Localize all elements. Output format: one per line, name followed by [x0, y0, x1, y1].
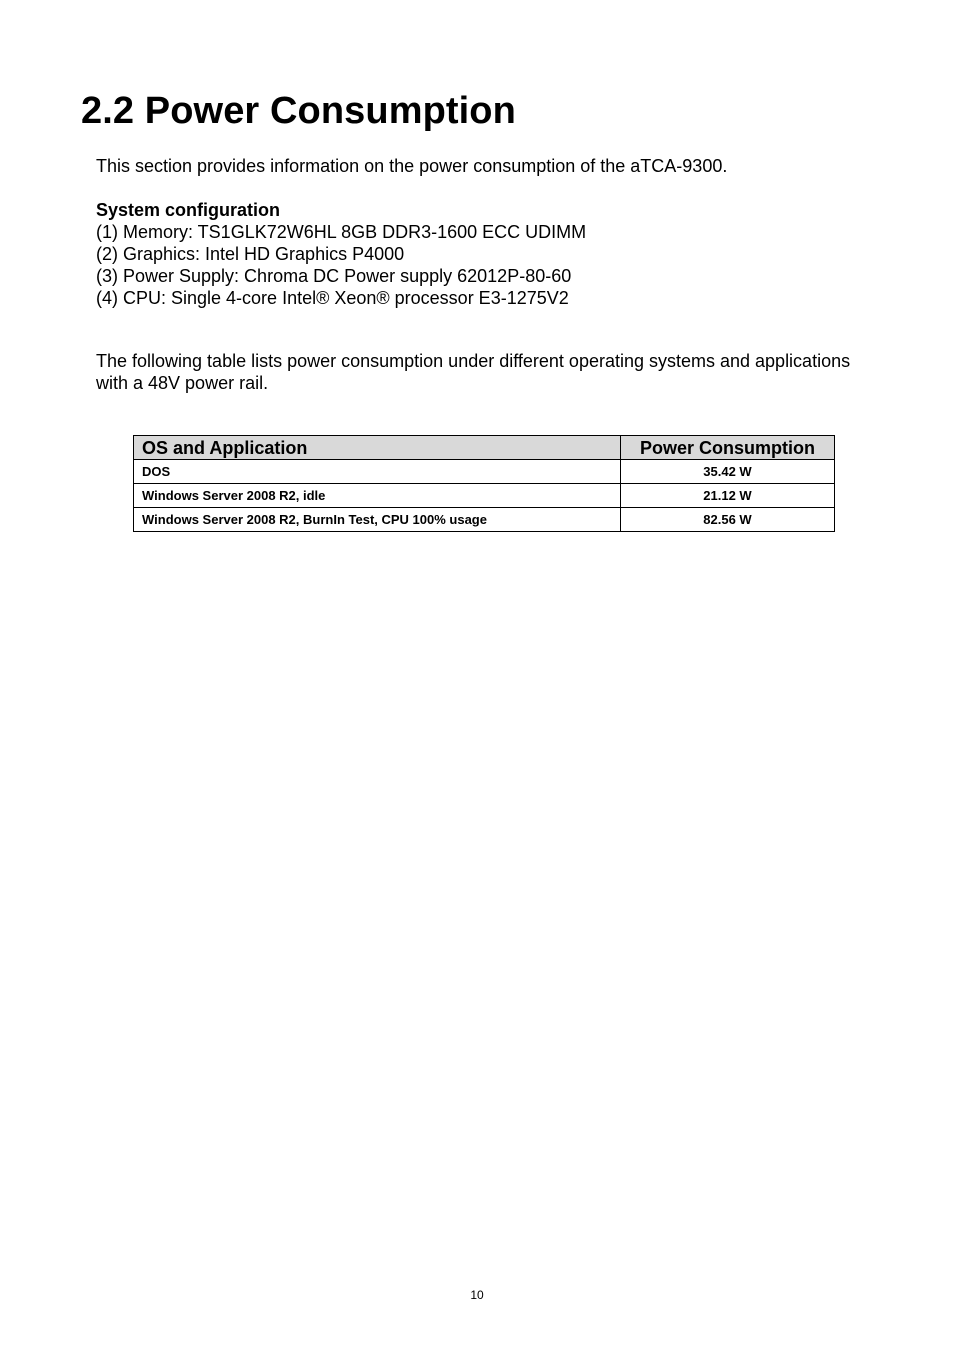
power-consumption-cell: 82.56 W	[621, 508, 835, 532]
intro-paragraph: This section provides information on the power consumption of the aTCA-9300.	[96, 156, 728, 176]
table-row	[134, 460, 835, 484]
system-configuration	[96, 199, 586, 309]
table-header-row	[134, 436, 835, 460]
page-number: 10	[470, 1288, 484, 1302]
config-item-memory: (1) Memory: TS1GLK72W6HL 8GB DDR3-1600 ECC UDIMM	[96, 222, 587, 242]
power-consumption-cell: 35.42 W	[621, 460, 835, 484]
power-consumption-table	[133, 435, 835, 532]
column-header-os-application: OS and Application	[134, 436, 621, 460]
os-application-cell: Windows Server 2008 R2, BurnIn Test, CPU 100% usage	[134, 508, 621, 532]
column-header-power-consumption: Power Consumption	[621, 436, 835, 460]
config-item-power-supply: (3) Power Supply: Chroma DC Power supply 62012P-80-60	[96, 266, 572, 286]
config-item-cpu: (4) CPU: Single 4-core Intel® Xeon® processor E3-1275V2	[96, 288, 569, 308]
page-title: 2.2 Power Consumption	[81, 90, 516, 132]
table-row	[134, 508, 835, 532]
table-row	[134, 484, 835, 508]
system-configuration-heading: System configuration	[96, 200, 281, 220]
table-intro-paragraph: The following table lists power consumption under different operating systems and applications with a 48V power rail.	[96, 351, 851, 393]
os-application-cell: Windows Server 2008 R2, idle	[134, 484, 621, 508]
config-item-graphics: (2) Graphics: Intel HD Graphics P4000	[96, 244, 405, 264]
os-application-cell: DOS	[134, 460, 621, 484]
power-consumption-cell: 21.12 W	[621, 484, 835, 508]
